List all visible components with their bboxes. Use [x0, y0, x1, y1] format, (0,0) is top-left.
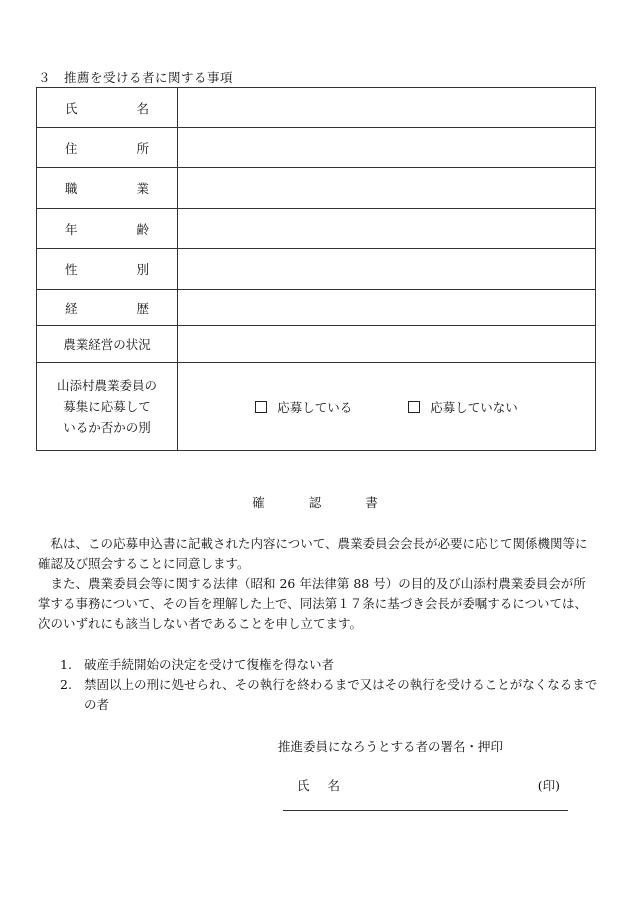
signature-name-label: 氏 名 [297, 778, 341, 793]
career-label: 経 歴 [37, 290, 178, 326]
table-row [37, 326, 596, 363]
seal-mark: (印) [537, 778, 560, 793]
table-row [37, 168, 596, 209]
farm-status-field[interactable] [178, 326, 596, 363]
signature-field[interactable] [283, 776, 568, 811]
address-label: 住 所 [37, 128, 178, 168]
table-row [37, 209, 596, 249]
table-row [37, 363, 596, 451]
list-item: 1. 破産手続開始の決定を受けて復権を得ない者 [60, 657, 335, 672]
disqualification-list [60, 655, 600, 715]
table-row [37, 290, 596, 326]
option-not-applied[interactable]: 応募していない [408, 398, 518, 416]
table-row [37, 128, 596, 168]
checkbox[interactable] [408, 401, 420, 413]
consent-paragraph: 私は、この応募申込書に記載された内容について、農業委員会会長が必要に応じて関係機関等に確認及び照会することに同意します。 [38, 536, 588, 571]
application-options [178, 363, 596, 451]
signature-caption: 推進委員になろうとする者の署名・押印 [278, 739, 504, 754]
list-item: 2. 禁固以上の刑に処せられ、その執行を終わるまで又はその執行を受けることがなくなるまでの者 [60, 677, 598, 712]
gender-label: 性 別 [37, 249, 178, 290]
option-applied[interactable]: 応募している [255, 398, 352, 416]
occupation-label: 職 業 [37, 168, 178, 209]
application-label: 山添村農業委員の 募集に応募して いるか否かの別 [37, 363, 178, 451]
declaration-paragraph: また、農業委員会等に関する法律（昭和 26 年法律第 88 号）の目的及び山添村農業委員会が所掌する事務について、その旨を理解した上で、同法第１７条に基づき会長が委嘱するについては、次のいずれにも該当しない者であることを申し立てます。 [38, 576, 588, 631]
table-row [37, 249, 596, 290]
gender-field[interactable] [178, 249, 596, 290]
section-title: ３ 推薦を受ける者に関する事項 [38, 70, 234, 85]
career-field[interactable] [178, 290, 596, 326]
checkbox[interactable] [255, 401, 267, 413]
nominee-table [36, 87, 596, 451]
name-label: 氏 名 [37, 88, 178, 128]
farm-status-label: 農業経営の状況 [37, 326, 178, 363]
confirmation-title: 確 認 書 [252, 495, 378, 510]
age-label: 年 齢 [37, 209, 178, 249]
table-row [37, 88, 596, 128]
age-field[interactable] [178, 209, 596, 249]
address-field[interactable] [178, 128, 596, 168]
occupation-field[interactable] [178, 168, 596, 209]
name-field[interactable] [178, 88, 596, 128]
